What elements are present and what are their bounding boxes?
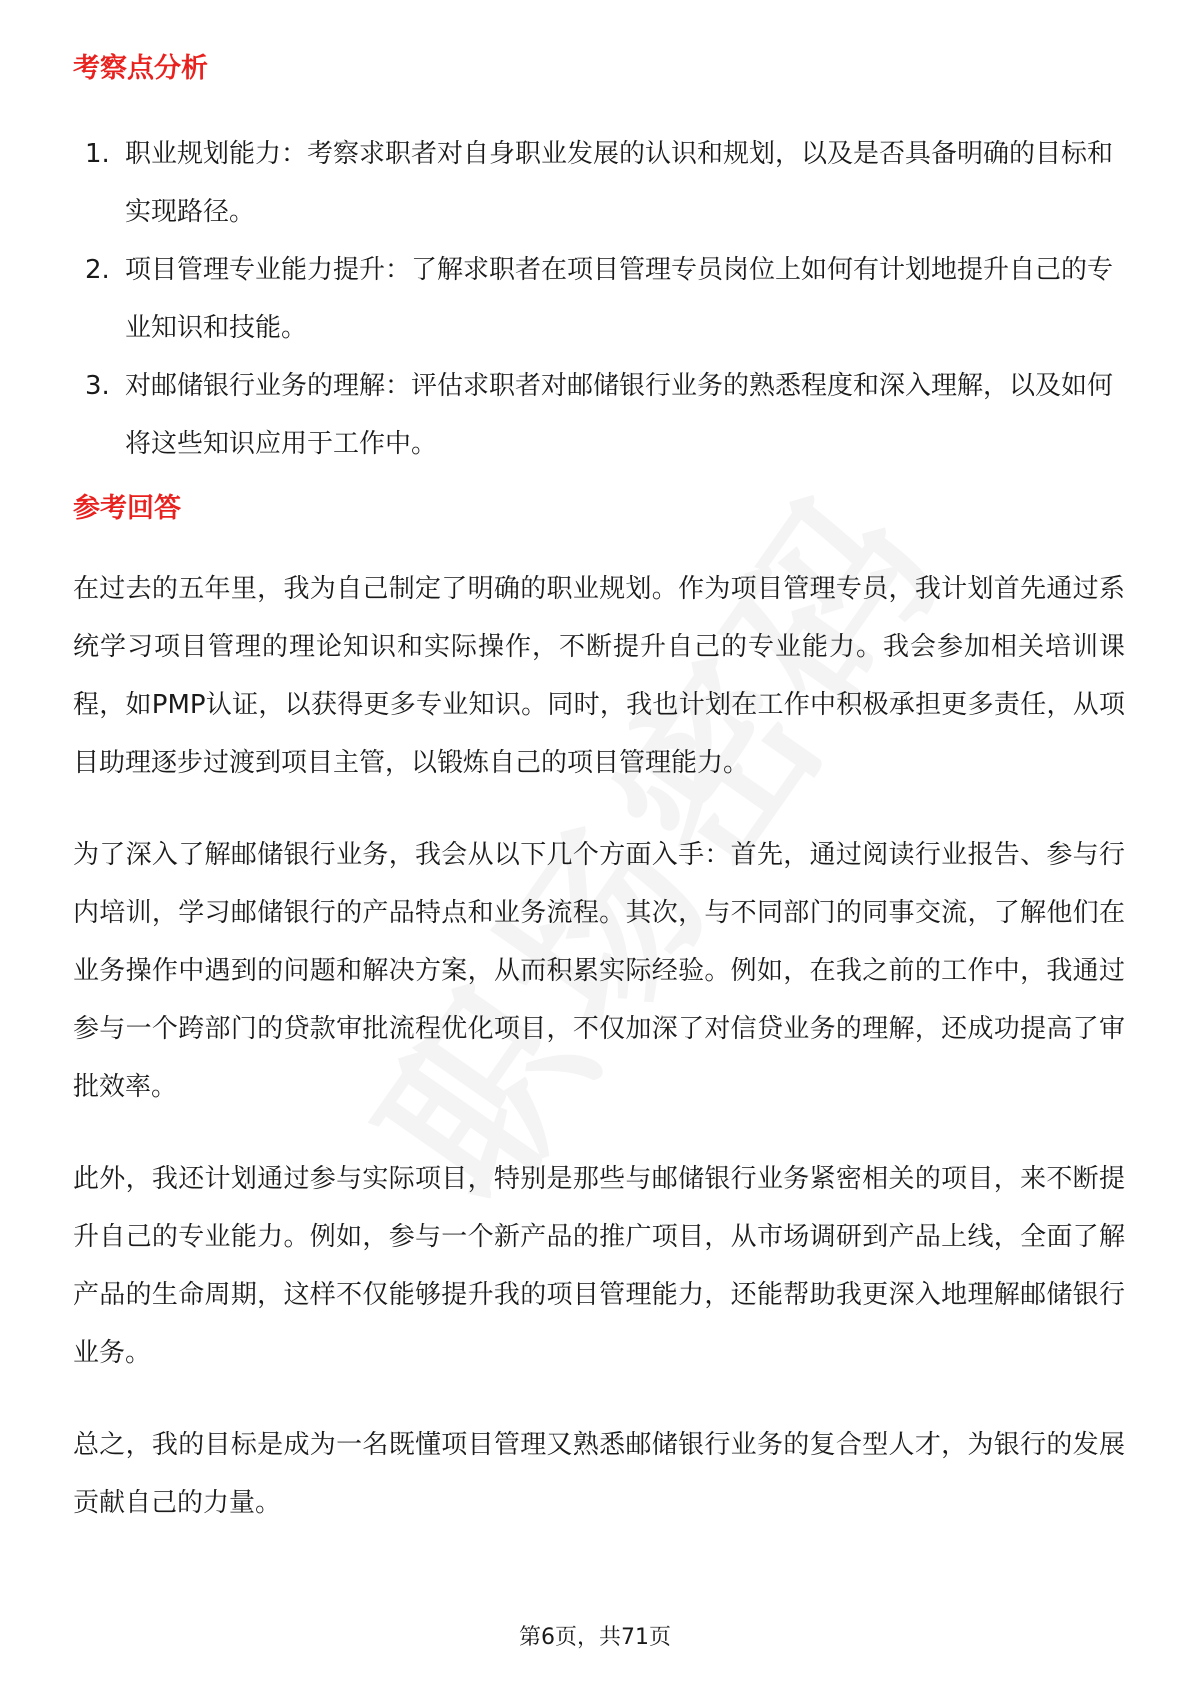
- answer-body: [73, 560, 1125, 1566]
- list-item-text: 项目管理专业能力提升：了解求职者在项目管理专员岗位上如何有计划地提升自己的专业知识和技能。: [125, 255, 1114, 343]
- list-item-text: 对邮储银行业务的理解：评估求职者对邮储银行业务的熟悉程度和深入理解，以及如何将这些知识应用于工作中。: [125, 371, 1114, 459]
- page-number: 第6页，共71页: [519, 1625, 671, 1650]
- list-item: [85, 241, 1125, 357]
- answer-paragraph: 为了深入了解邮储银行业务，我会从以下几个方面入手：首先，通过阅读行业报告、参与行内培训，学习邮储银行的产品特点和业务流程。其次，与不同部门的同事交流，了解他们在业务操作中遇到的问题和解决方案，从而积累实际经验。例如，在我之前的工作中，我通过参与一个跨部门的贷款审批流程优化项目，不仅加深了对信贷业务的理解，还成功提高了审批效率。: [73, 840, 1125, 1102]
- list-item: [85, 357, 1125, 473]
- section-title-answer: 参考回答: [73, 493, 181, 524]
- list-number: 3.: [85, 371, 110, 401]
- answer-paragraph: 总之，我的目标是成为一名既懂项目管理又熟悉邮储银行业务的复合型人才，为银行的发展贡献自己的力量。: [73, 1430, 1125, 1518]
- list-item-text: 职业规划能力：考察求职者对自身职业发展的认识和规划，以及是否具备明确的目标和实现路径。: [125, 139, 1114, 227]
- list-number: 1.: [85, 139, 110, 169]
- analysis-list: [85, 125, 1125, 473]
- list-number: 2.: [85, 255, 110, 285]
- answer-paragraph: 在过去的五年里，我为自己制定了明确的职业规划。作为项目管理专员，我计划首先通过系统学习项目管理的理论知识和实际操作，不断提升自己的专业能力。我会参加相关培训课程，如PMP认证，以获得更多专业知识。同时，我也计划在工作中积极承担更多责任，从项目助理逐步过渡到项目主管，以锻炼自己的项目管理能力。: [73, 574, 1125, 778]
- list-item: [85, 125, 1125, 241]
- answer-paragraph: 此外，我还计划通过参与实际项目，特别是那些与邮储银行业务紧密相关的项目，来不断提升自己的专业能力。例如，参与一个新产品的推广项目，从市场调研到产品上线，全面了解产品的生命周期，这样不仅能够提升我的项目管理能力，还能帮助我更深入地理解邮储银行业务。: [73, 1164, 1125, 1368]
- section-title-analysis: 考察点分析: [73, 53, 208, 84]
